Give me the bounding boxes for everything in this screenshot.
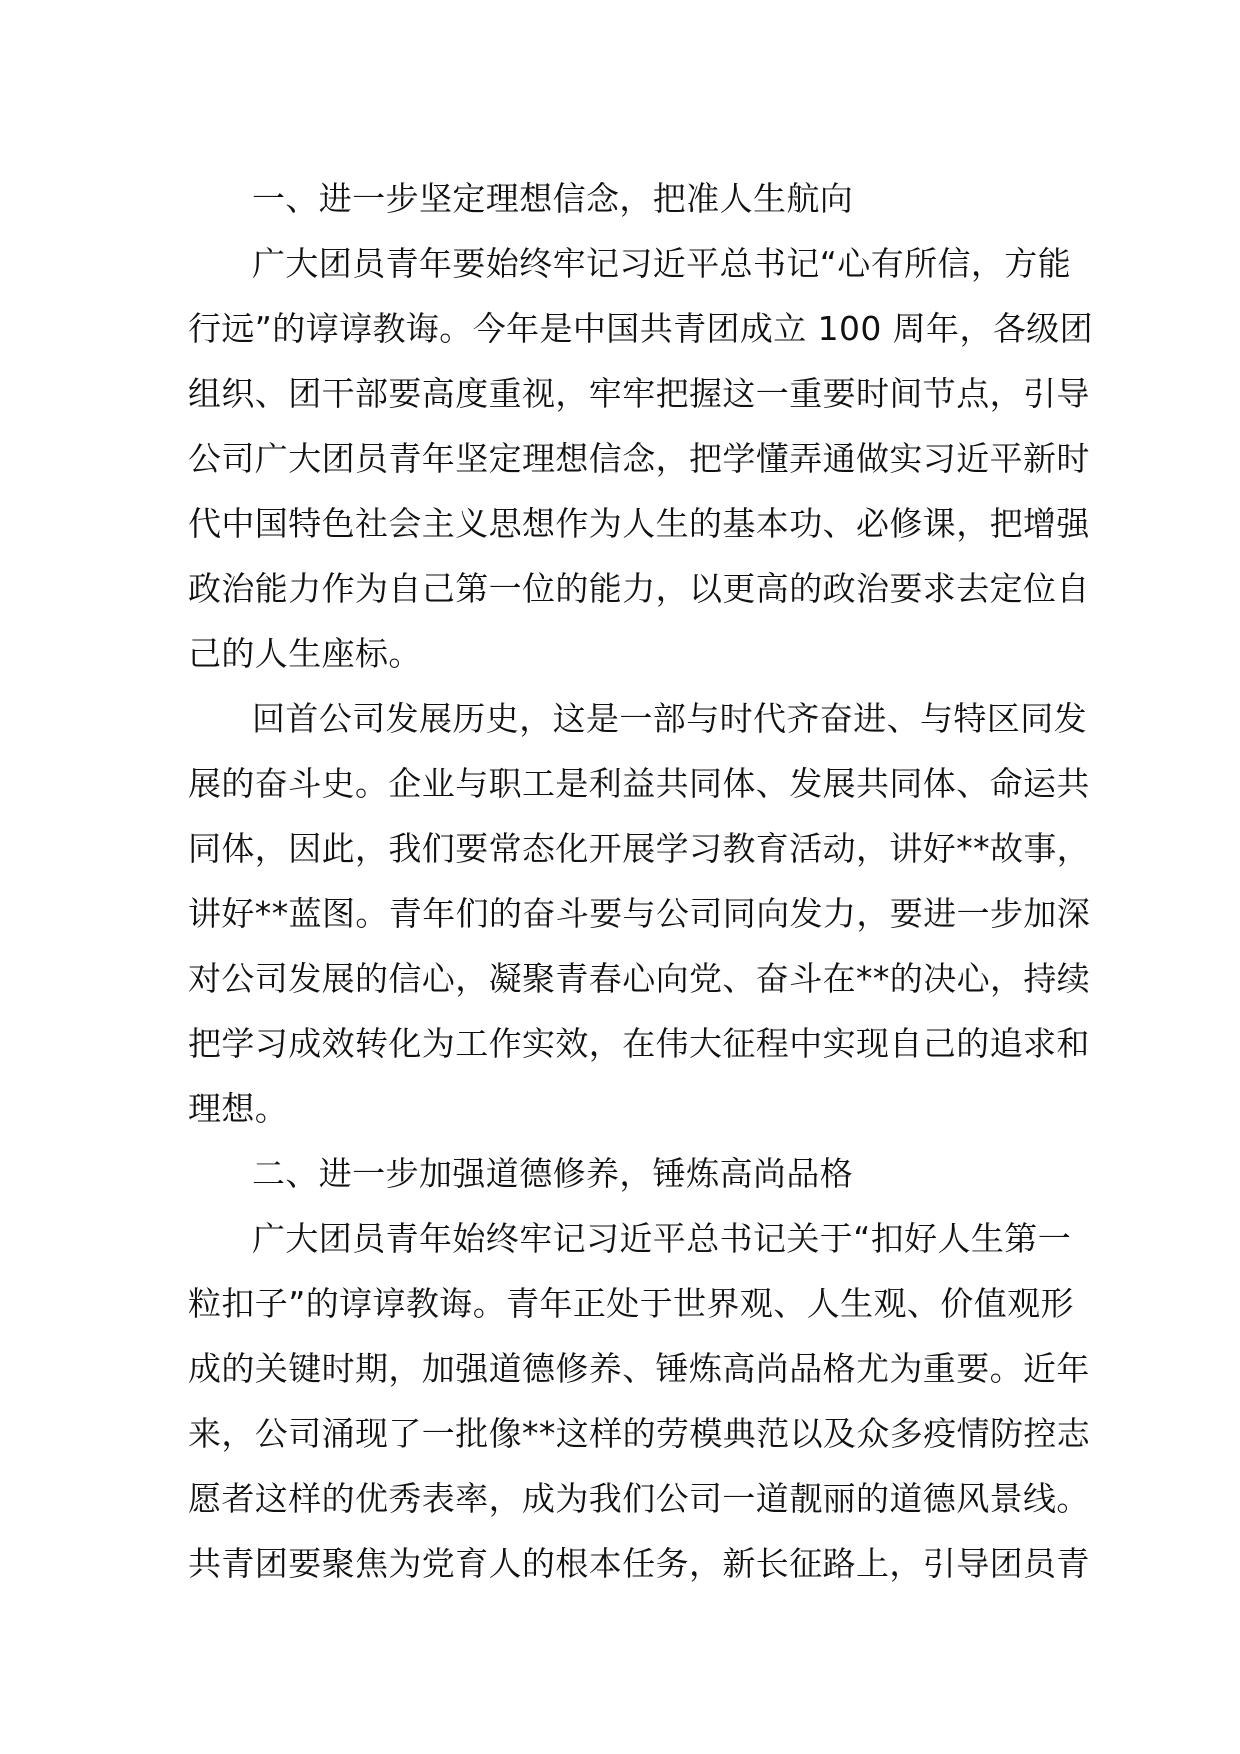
paragraph-line: 广大团员青年要始终牢记习近平总书记“心有所信，方能 xyxy=(252,244,1072,283)
paragraph-line: 理想。 xyxy=(188,1089,289,1128)
paragraph-line: 组织、团干部要高度重视，牢牢把握这一重要时间节点，引导 xyxy=(188,374,1090,413)
paragraph-line: 共青团要聚焦为党育人的根本任务，新长征路上，引导团员青 xyxy=(188,1544,1090,1583)
paragraph-line: 政治能力作为自己第一位的能力，以更高的政治要求去定位自 xyxy=(188,569,1090,608)
paragraph-line: 把学习成效转化为工作实效，在伟大征程中实现自己的追求和 xyxy=(188,1024,1090,1063)
section-heading-1: 一、进一步坚定理想信念，把准人生航向 xyxy=(252,179,854,218)
paragraph-line: 公司广大团员青年坚定理想信念，把学懂弄通做实习近平新时 xyxy=(188,439,1090,478)
paragraph-line: 己的人生座标。 xyxy=(188,634,422,673)
paragraph-line: 广大团员青年始终牢记习近平总书记关于“扣好人生第一 xyxy=(252,1219,1072,1258)
paragraph-line: 回首公司发展历史，这是一部与时代齐奋进、与特区同发 xyxy=(252,699,1087,738)
paragraph-line: 行远”的谆谆教诲。今年是中国共青团成立 100 周年，各级团 xyxy=(188,309,1094,348)
paragraph-line: 愿者这样的优秀表率，成为我们公司一道靓丽的道德风景线。 xyxy=(188,1479,1090,1518)
document-body xyxy=(188,166,1094,1596)
paragraph-line: 对公司发展的信心，凝聚青春心向党、奋斗在**的决心，持续 xyxy=(188,959,1091,998)
paragraph-line: 展的奋斗史。企业与职工是利益共同体、发展共同体、命运共 xyxy=(188,764,1090,803)
section-heading-2: 二、进一步加强道德修养，锤炼高尚品格 xyxy=(252,1154,854,1193)
paragraph-line: 代中国特色社会主义思想作为人生的基本功、必修课，把增强 xyxy=(188,504,1090,543)
paragraph-line: 粒扣子”的谆谆教诲。青年正处于世界观、人生观、价值观形 xyxy=(188,1284,1074,1323)
paragraph-line: 成的关键时期，加强道德修养、锤炼高尚品格尤为重要。近年 xyxy=(188,1349,1090,1388)
paragraph-line: 同体，因此，我们要常态化开展学习教育活动，讲好**故事， xyxy=(188,829,1091,868)
paragraph-line: 讲好**蓝图。青年们的奋斗要与公司同向发力，要进一步加深 xyxy=(188,894,1091,933)
paragraph-line: 来，公司涌现了一批像**这样的劳模典范以及众多疫情防控志 xyxy=(188,1414,1091,1453)
